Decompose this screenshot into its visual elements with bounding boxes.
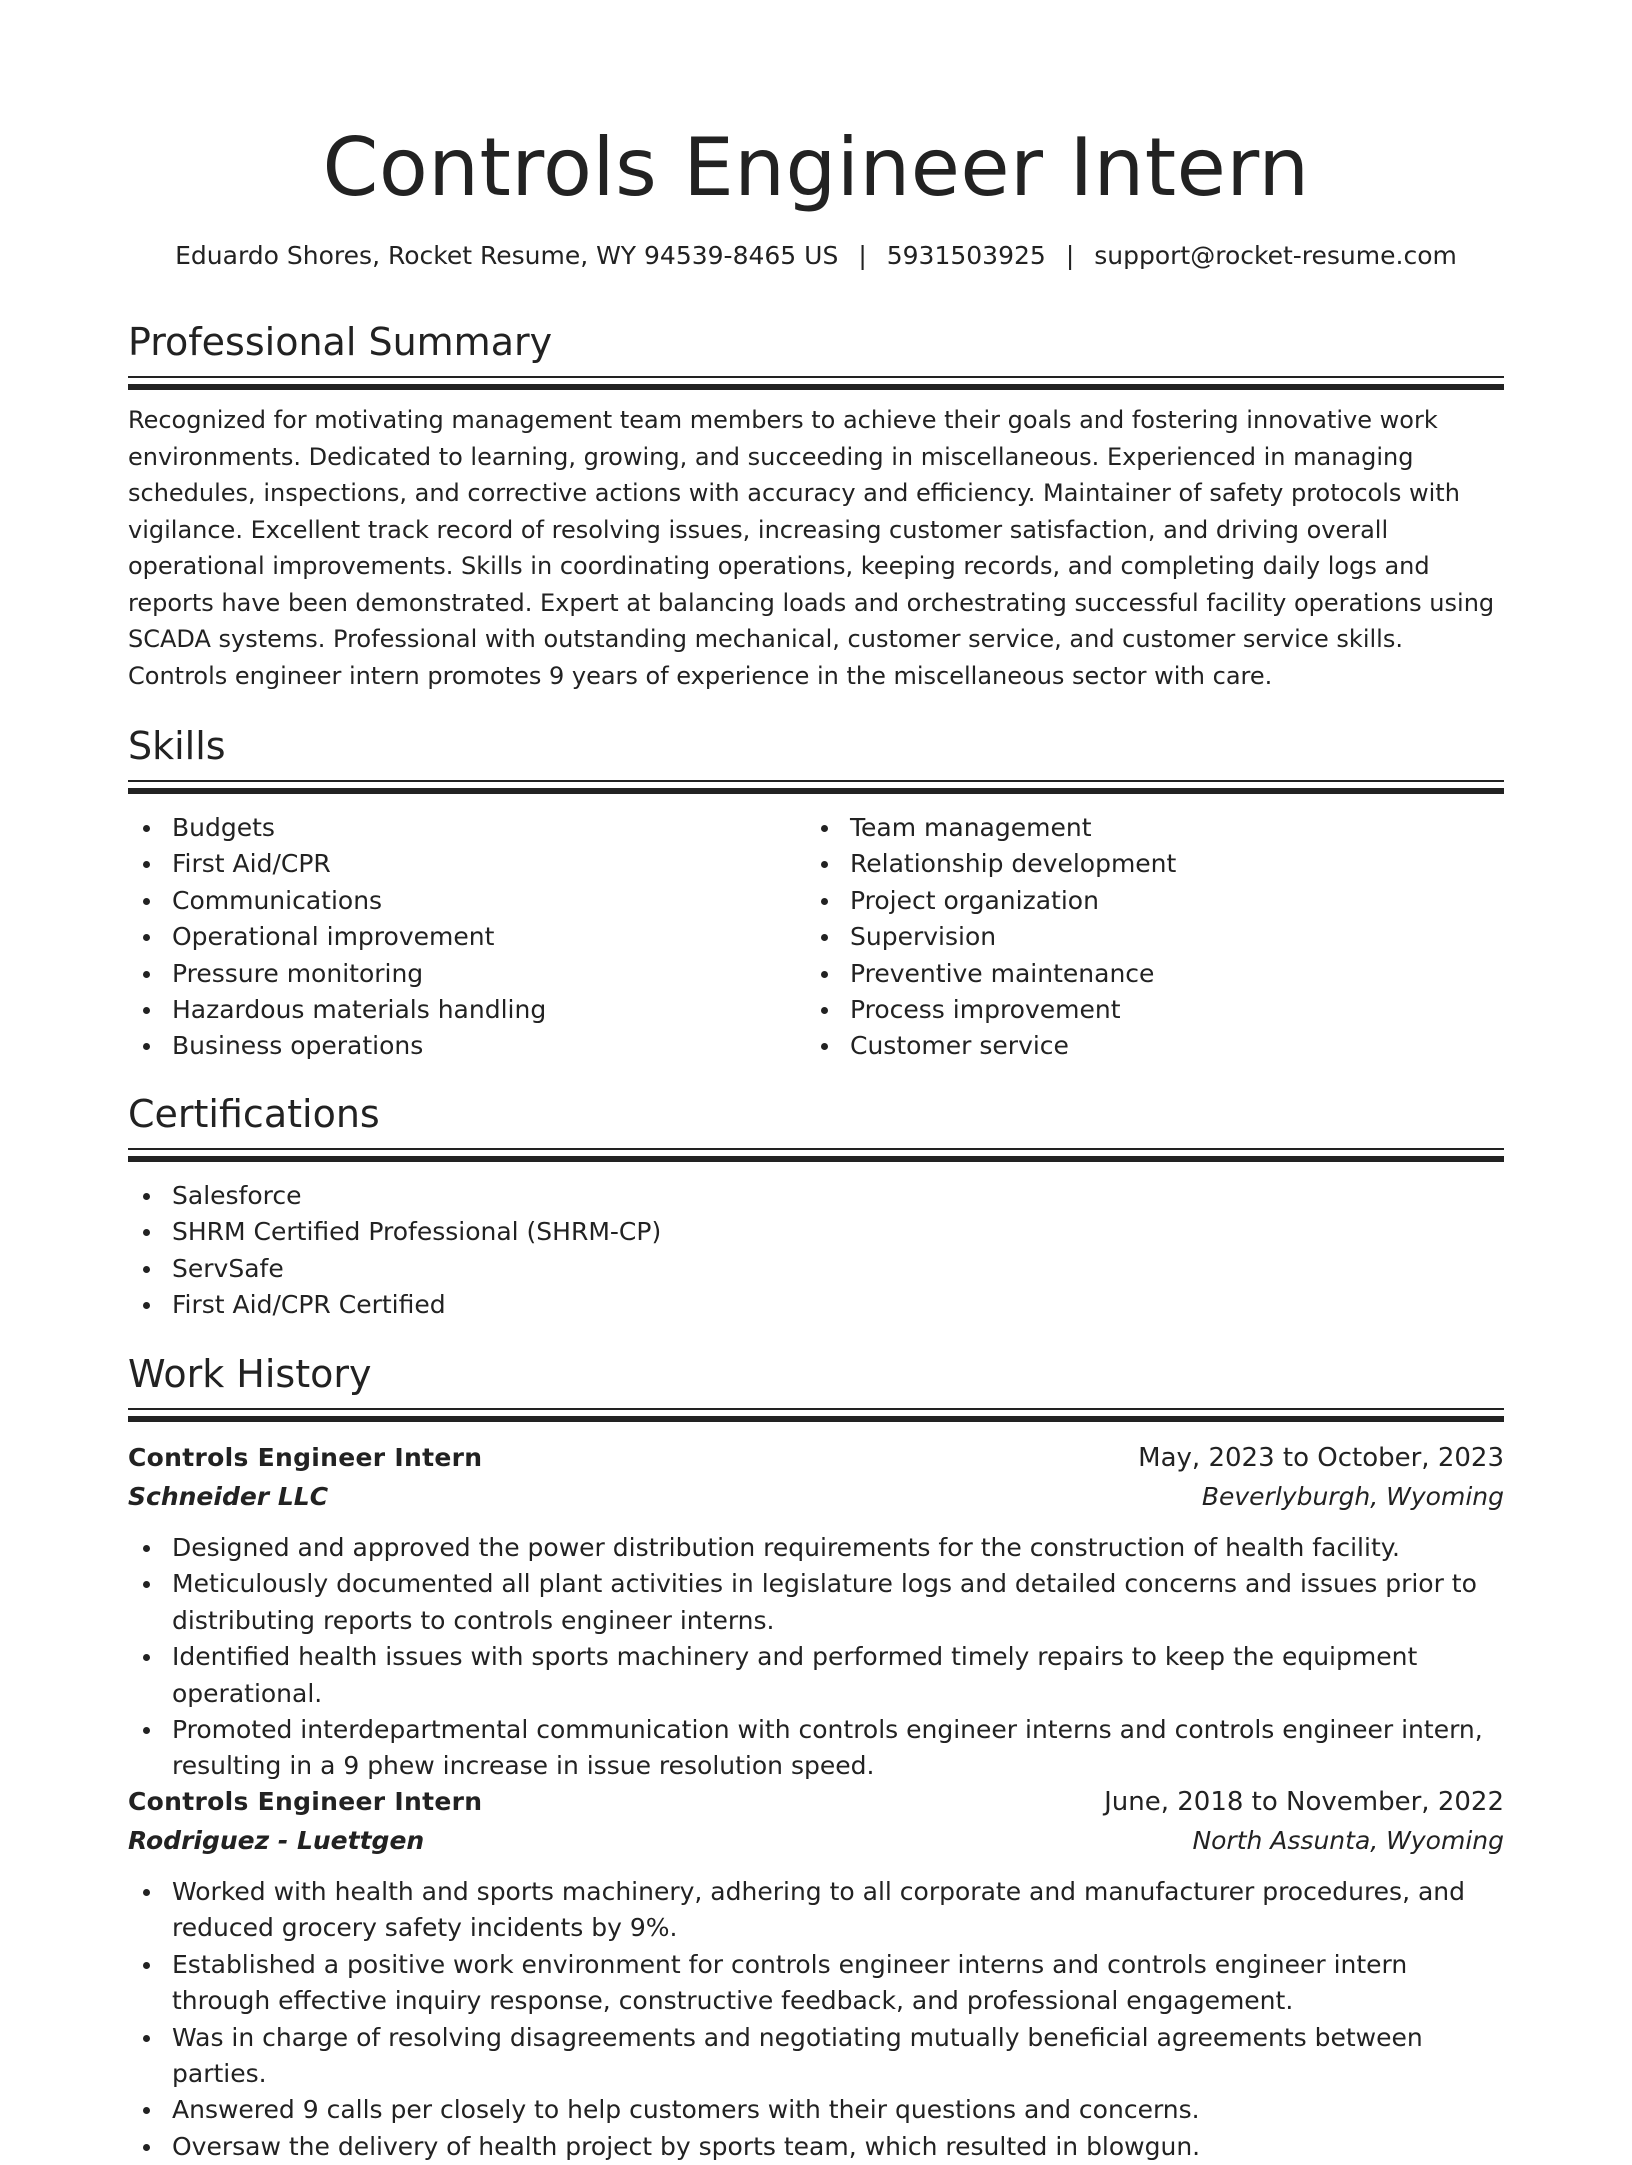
- job-subheader-row: [128, 1478, 1504, 1516]
- contact-line: [128, 238, 1504, 274]
- contact-phone: 5931503925: [886, 241, 1046, 270]
- certifications-list: [128, 1178, 1504, 1324]
- certification-item: ServSafe: [128, 1251, 1504, 1287]
- section-rule: [128, 1416, 1504, 1422]
- work-history-section: [128, 1350, 1504, 1398]
- certification-item: First Aid/CPR Certified: [128, 1287, 1504, 1323]
- skill-item: Budgets: [128, 810, 806, 846]
- skill-item: Project organization: [806, 883, 1484, 919]
- section-rule: [128, 384, 1504, 390]
- skill-item: Hazardous materials handling: [128, 992, 806, 1028]
- skill-item: Pressure monitoring: [128, 956, 806, 992]
- job-header-row: [128, 1438, 1504, 1478]
- job-bullet: Worked with health and sports machinery, adhering to all corporate and manufacturer procedures, and reduced grocery safety incidents by 9%.: [128, 1874, 1504, 1947]
- resume-title: Controls Engineer Intern: [322, 121, 1310, 214]
- job-header-row: [128, 1782, 1504, 1822]
- job-bullet: Established a positive work environment for controls engineer interns and controls engineer intern through effective inquiry response, constructive feedback, and professional engagement.: [128, 1947, 1504, 2020]
- section-heading-skills: Skills: [128, 724, 226, 768]
- contact-address: Eduardo Shores, Rocket Resume, WY 94539-8465 US: [175, 241, 839, 270]
- job-bullets: [128, 1530, 1504, 1785]
- section-rule: [128, 1148, 1504, 1150]
- contact-separator: |: [858, 241, 867, 270]
- skill-item: First Aid/CPR: [128, 846, 806, 882]
- skill-item: Preventive maintenance: [806, 956, 1484, 992]
- certification-item: Salesforce: [128, 1178, 1504, 1214]
- skills-section: [128, 722, 1504, 770]
- job-bullet: Answered 9 calls per closely to help customers with their questions and concerns.: [128, 2092, 1504, 2128]
- job-bullet: Was in charge of resolving disagreements and negotiating mutually beneficial agreements between parties.: [128, 2020, 1504, 2093]
- job-bullet: Meticulously documented all plant activities in legislature logs and detailed concerns and issues prior to distributing reports to controls engineer interns.: [128, 1566, 1504, 1639]
- skill-item: Operational improvement: [128, 919, 806, 955]
- section-rule: [128, 1408, 1504, 1410]
- section-rule: [128, 376, 1504, 378]
- skills-list-left: [128, 810, 806, 1065]
- skill-item: Team management: [806, 810, 1484, 846]
- skill-item: Supervision: [806, 919, 1484, 955]
- certifications-section: [128, 1090, 1504, 1138]
- contact-email[interactable]: support@rocket-resume.com: [1094, 241, 1457, 270]
- job-dates: May, 2023 to October, 2023: [1138, 1443, 1504, 1473]
- summary-text: Recognized for motivating management team members to achieve their goals and fostering innovative work environments. Dedicated to learning, growing, and succeeding in miscellaneous. Experienced in managing schedules, inspections, and corrective actions with accuracy and efficiency. Maintainer of safety protocols with vigilance. Excellent track record of resolving issues, increasing customer satisfaction, and driving overall operational improvements. Skills in coordinating operations, keeping records, and completing daily logs and reports have been demonstrated. Expert at balancing loads and orchestrating successful facility operations using SCADA systems. Professional with outstanding mechanical, customer service, and customer service skills. Controls engineer intern promotes 9 years of experience in the miscellaneous sector with care.: [128, 406, 1495, 690]
- job-entry: [128, 1438, 1504, 1785]
- job-subheader-row: [128, 1822, 1504, 1860]
- job-title: Controls Engineer Intern: [128, 1787, 483, 1816]
- skill-item: Process improvement: [806, 992, 1484, 1028]
- skill-item: Customer service: [806, 1028, 1484, 1064]
- contact-separator: |: [1065, 241, 1075, 270]
- job-bullet: Oversaw the delivery of health project by sports team, which resulted in blowgun.: [128, 2129, 1504, 2165]
- job-location: North Assunta, Wyoming: [1192, 1826, 1504, 1855]
- skill-item: Business operations: [128, 1028, 806, 1064]
- section-rule: [128, 788, 1504, 794]
- job-bullets: [128, 1874, 1504, 2165]
- job-bullet: Designed and approved the power distribution requirements for the construction of health facility.: [128, 1530, 1504, 1566]
- section-heading-work-history: Work History: [128, 1352, 372, 1396]
- job-dates: June, 2018 to November, 2022: [1104, 1787, 1504, 1817]
- skills-columns: [128, 810, 1504, 1065]
- skill-item: Relationship development: [806, 846, 1484, 882]
- job-company: Rodriguez - Luettgen: [128, 1826, 425, 1855]
- job-entry: [128, 1782, 1504, 2165]
- job-bullet: Promoted interdepartmental communication with controls engineer interns and controls engineer intern, resulting in a 9 phew increase in issue resolution speed.: [128, 1712, 1504, 1785]
- job-bullet: Identified health issues with sports machinery and performed timely repairs to keep the equipment operational.: [128, 1639, 1504, 1712]
- job-location: Beverlyburgh, Wyoming: [1201, 1482, 1504, 1511]
- skill-item: Communications: [128, 883, 806, 919]
- skills-list-right: [806, 810, 1484, 1065]
- certification-item: SHRM Certified Professional (SHRM-CP): [128, 1214, 1504, 1250]
- job-company: Schneider LLC: [128, 1482, 329, 1511]
- section-rule: [128, 780, 1504, 782]
- section-rule: [128, 1156, 1504, 1162]
- section-heading-certifications: Certifications: [128, 1092, 380, 1136]
- summary-section: [128, 318, 1504, 366]
- section-heading-summary: Professional Summary: [128, 320, 553, 364]
- job-title: Controls Engineer Intern: [128, 1443, 483, 1472]
